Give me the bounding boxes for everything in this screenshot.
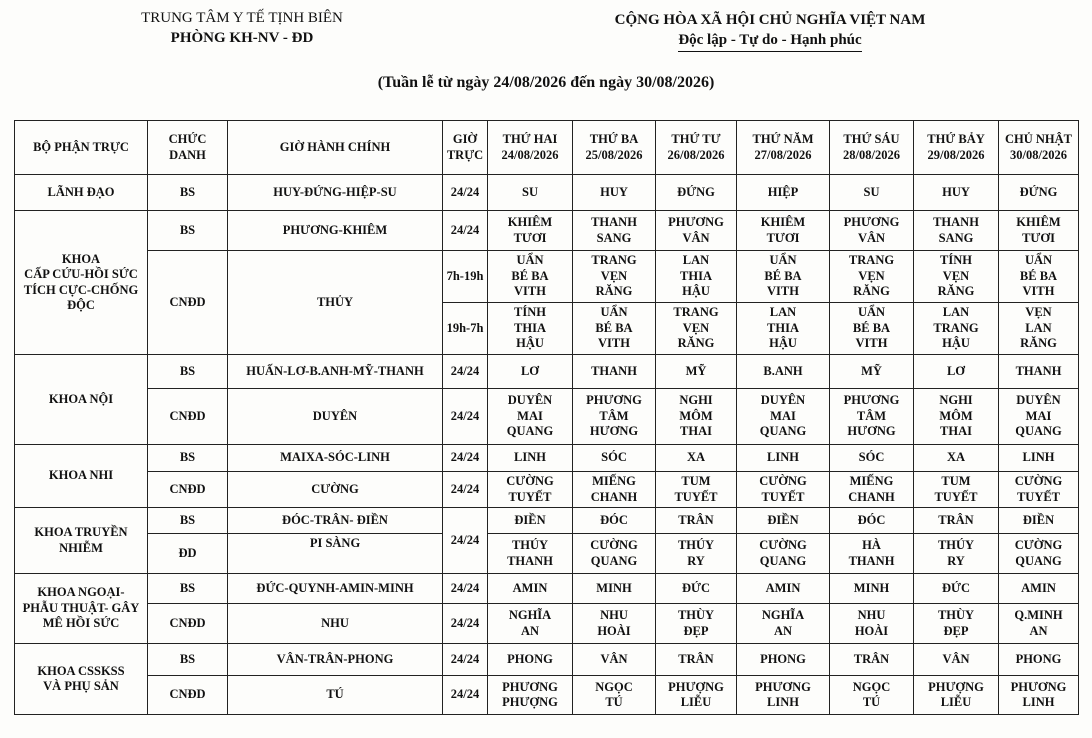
header-day: THỨ TƯ 26/08/2026: [656, 121, 737, 175]
header-role: CHỨC DANH: [148, 121, 228, 175]
duty-cell: DUYÊN MAI QUANG: [488, 389, 573, 445]
duty-cell: DUYÊN MAI QUANG: [737, 389, 830, 445]
role-cell: CNĐD: [148, 472, 228, 508]
duty-cell: UẨN BÉ BA VITH: [737, 251, 830, 303]
duty-cell: THÙY ĐẸP: [656, 604, 737, 644]
duty-cell: LƠ: [914, 355, 999, 389]
table-row: [15, 508, 1079, 534]
duty-cell: UẨN BÉ BA VITH: [488, 251, 573, 303]
table-row: [15, 355, 1079, 389]
duty-cell: SÓC: [573, 445, 656, 472]
office-cell: CƯỜNG: [228, 472, 443, 508]
duty-cell: CƯỜNG QUANG: [573, 534, 656, 574]
duty-cell: NGHĨA AN: [488, 604, 573, 644]
header-dept: BỘ PHẬN TRỰC: [15, 121, 148, 175]
duty-cell: LINH: [737, 445, 830, 472]
role-cell: BS: [148, 574, 228, 604]
office-cell: PI SÀNG: [228, 534, 443, 574]
role-cell: CNĐD: [148, 251, 228, 355]
duty-cell: SU: [488, 175, 573, 211]
duty-cell: THANH SANG: [914, 211, 999, 251]
org-department: PHÒNG KH-NV - ĐD: [170, 30, 314, 46]
duty-cell: B.ANH: [737, 355, 830, 389]
dept-cell: KHOA CSSKSS VÀ PHỤ SẢN: [15, 644, 148, 715]
duty-cell: PHƯƠNG VÂN: [656, 211, 737, 251]
role-cell: BS: [148, 445, 228, 472]
duty-cell: MIẾNG CHANH: [573, 472, 656, 508]
office-cell: NHU: [228, 604, 443, 644]
duty-cell: LINH: [999, 445, 1079, 472]
duty-cell: HÀ THANH: [830, 534, 914, 574]
dept-cell: KHOA TRUYỀN NHIỄM: [15, 508, 148, 574]
duty-cell: ĐỨC: [656, 574, 737, 604]
role-cell: CNĐD: [148, 389, 228, 445]
duty-roster-table: [14, 120, 1079, 715]
organization-header: [92, 8, 392, 48]
office-cell: TÚ: [228, 676, 443, 715]
duty-cell: MINH: [830, 574, 914, 604]
table-row: [15, 574, 1079, 604]
office-cell: ĐÓC-TRÂN- ĐIỀN: [228, 508, 443, 534]
duty-cell: PHƯƠNG TÂM HƯƠNG: [573, 389, 656, 445]
duty-cell: TRÂN: [656, 508, 737, 534]
duty-cell: AMIN: [999, 574, 1079, 604]
duty-cell: LƠ: [488, 355, 573, 389]
duty-cell: THÚY THANH: [488, 534, 573, 574]
week-range: (Tuần lễ từ ngày 24/08/2026 đến ngày 30/08/2026): [377, 74, 715, 91]
role-cell: CNĐD: [148, 676, 228, 715]
hours-cell: 24/24: [443, 644, 488, 676]
hours-cell: 24/24: [443, 175, 488, 211]
table-row: [15, 534, 1079, 574]
office-cell: VÂN-TRÂN-PHONG: [228, 644, 443, 676]
duty-cell: LAN THIA HẬU: [737, 303, 830, 355]
duty-cell: SÓC: [830, 445, 914, 472]
role-cell: ĐD: [148, 534, 228, 574]
duty-cell: LAN TRANG HẬU: [914, 303, 999, 355]
dept-cell: KHOA NGOẠI- PHẪU THUẬT- GÂY MÊ HỒI SỨC: [15, 574, 148, 644]
office-cell: HUẤN-LƠ-B.ANH-MỸ-THANH: [228, 355, 443, 389]
duty-cell: AMIN: [737, 574, 830, 604]
duty-cell: PHONG: [999, 644, 1079, 676]
role-cell: CNĐD: [148, 604, 228, 644]
header-day: THỨ BẢY 29/08/2026: [914, 121, 999, 175]
duty-cell: ĐÓC: [830, 508, 914, 534]
header-row: [15, 121, 1079, 175]
duty-cell: ĐỨC: [914, 574, 999, 604]
header-day: THỨ BA 25/08/2026: [573, 121, 656, 175]
duty-cell: CƯỜNG TUYẾT: [999, 472, 1079, 508]
duty-cell: CƯỜNG TUYẾT: [737, 472, 830, 508]
duty-cell: TRANG VẸN RĂNG: [573, 251, 656, 303]
nation-title: CỘNG HÒA XÃ HỘI CHỦ NGHĨA VIỆT NAM: [614, 12, 926, 28]
hours-cell: 24/24: [443, 389, 488, 445]
hours-cell: 24/24: [443, 445, 488, 472]
table-row: [15, 676, 1079, 715]
duty-cell: DUYÊN MAI QUANG: [999, 389, 1079, 445]
role-cell: BS: [148, 508, 228, 534]
duty-cell: NGỌC TÚ: [830, 676, 914, 715]
duty-cell: ĐIỀN: [737, 508, 830, 534]
duty-cell: NHU HOÀI: [573, 604, 656, 644]
header-day: THỨ NĂM 27/08/2026: [737, 121, 830, 175]
role-cell: BS: [148, 175, 228, 211]
duty-cell: NHU HOÀI: [830, 604, 914, 644]
duty-cell: PHƯƠNG VÂN: [830, 211, 914, 251]
role-cell: BS: [148, 355, 228, 389]
header-day: CHỦ NHẬT 30/08/2026: [999, 121, 1079, 175]
duty-cell: ĐIỀN: [488, 508, 573, 534]
duty-cell: THANH SANG: [573, 211, 656, 251]
table-row: [15, 644, 1079, 676]
duty-cell: THÚY RY: [914, 534, 999, 574]
duty-cell: UẨN BÉ BA VITH: [830, 303, 914, 355]
duty-cell: AMIN: [488, 574, 573, 604]
office-cell: PHƯƠNG-KHIÊM: [228, 211, 443, 251]
table-row: [15, 445, 1079, 472]
duty-cell: PHƯỢNG LIỄU: [914, 676, 999, 715]
duty-cell: THÙY ĐẸP: [914, 604, 999, 644]
duty-cell: THÚY RY: [656, 534, 737, 574]
duty-cell: UẨN BÉ BA VITH: [999, 251, 1079, 303]
hours-cell: 7h-19h: [443, 251, 488, 303]
duty-cell: TRÂN: [830, 644, 914, 676]
hours-cell: 24/24: [443, 355, 488, 389]
duty-cell: HUY: [573, 175, 656, 211]
duty-cell: LAN THIA HẬU: [656, 251, 737, 303]
duty-cell: PHONG: [488, 644, 573, 676]
duty-cell: TÍNH VẸN RĂNG: [914, 251, 999, 303]
duty-cell: PHƯƠNG TÂM HƯƠNG: [830, 389, 914, 445]
duty-cell: XA: [656, 445, 737, 472]
hours-cell: 24/24: [443, 211, 488, 251]
duty-cell: CƯỜNG TUYẾT: [488, 472, 573, 508]
duty-cell: MIẾNG CHANH: [830, 472, 914, 508]
office-cell: MAIXA-SÓC-LINH: [228, 445, 443, 472]
duty-cell: LINH: [488, 445, 573, 472]
duty-cell: VÂN: [573, 644, 656, 676]
duty-cell: KHIÊM TƯƠI: [488, 211, 573, 251]
duty-cell: HUY: [914, 175, 999, 211]
header-day: THỨ SÁU 28/08/2026: [830, 121, 914, 175]
office-cell: DUYÊN: [228, 389, 443, 445]
table-row: [15, 389, 1079, 445]
duty-cell: TUM TUYẾT: [914, 472, 999, 508]
duty-cell: THANH: [999, 355, 1079, 389]
duty-cell: NGHI MÔM THAI: [914, 389, 999, 445]
duty-cell: CƯỜNG QUANG: [737, 534, 830, 574]
table-row: [15, 211, 1079, 251]
duty-cell: TRÂN: [656, 644, 737, 676]
duty-cell: TRANG VẸN RĂNG: [830, 251, 914, 303]
hours-cell: 24/24: [443, 676, 488, 715]
dept-cell: KHOA NỘI: [15, 355, 148, 445]
duty-cell: KHIÊM TƯƠI: [999, 211, 1079, 251]
header-day: THỨ HAI 24/08/2026: [488, 121, 573, 175]
duty-cell: TRANG VẸN RĂNG: [656, 303, 737, 355]
duty-cell: MỸ: [830, 355, 914, 389]
duty-cell: KHIÊM TƯƠI: [737, 211, 830, 251]
duty-cell: TRÂN: [914, 508, 999, 534]
duty-cell: PHƯỢNG LIỄU: [656, 676, 737, 715]
office-cell: HUY-ĐỨNG-HIỆP-SU: [228, 175, 443, 211]
duty-cell: ĐIỀN: [999, 508, 1079, 534]
hours-cell: 24/24: [443, 472, 488, 508]
duty-cell: ĐỨNG: [999, 175, 1079, 211]
table-row: [15, 604, 1079, 644]
duty-cell: TUM TUYẾT: [656, 472, 737, 508]
duty-cell: MỸ: [656, 355, 737, 389]
national-header: [560, 10, 980, 52]
duty-cell: ĐỨNG: [656, 175, 737, 211]
duty-cell: NGHI MÔM THAI: [656, 389, 737, 445]
duty-cell: PHƯƠNG PHƯỢNG: [488, 676, 573, 715]
nation-motto: Độc lập - Tự do - Hạnh phúc: [678, 30, 861, 52]
header-office-hours: GIỜ HÀNH CHÍNH: [228, 121, 443, 175]
table-row: [15, 472, 1079, 508]
duty-cell: ĐÓC: [573, 508, 656, 534]
office-cell: THỦY: [228, 251, 443, 355]
duty-cell: VÂN: [914, 644, 999, 676]
role-cell: BS: [148, 211, 228, 251]
dept-cell: KHOA CẤP CỨU-HỒI SỨC TÍCH CỰC-CHỐNG ĐỘC: [15, 211, 148, 355]
duty-cell: HIỆP: [737, 175, 830, 211]
hours-cell: 24/24: [443, 604, 488, 644]
duty-cell: SU: [830, 175, 914, 211]
duty-cell: VẸN LAN RĂNG: [999, 303, 1079, 355]
duty-cell: CƯỜNG QUANG: [999, 534, 1079, 574]
duty-cell: TÍNH THIA HẬU: [488, 303, 573, 355]
duty-cell: UẨN BÉ BA VITH: [573, 303, 656, 355]
header-duty-hours: GIỜ TRỰC: [443, 121, 488, 175]
duty-cell: Q.MINH AN: [999, 604, 1079, 644]
duty-cell: THANH: [573, 355, 656, 389]
role-cell: BS: [148, 644, 228, 676]
org-name: TRUNG TÂM Y TẾ TỊNH BIÊN: [141, 10, 343, 26]
hours-cell: 24/24: [443, 508, 488, 574]
duty-cell: PHƯƠNG LINH: [737, 676, 830, 715]
duty-cell: PHONG: [737, 644, 830, 676]
duty-cell: MINH: [573, 574, 656, 604]
hours-cell: 24/24: [443, 574, 488, 604]
hours-cell: 19h-7h: [443, 303, 488, 355]
duty-cell: NGỌC TÚ: [573, 676, 656, 715]
table-row: [15, 251, 1079, 303]
dept-cell: KHOA NHI: [15, 445, 148, 508]
duty-cell: XA: [914, 445, 999, 472]
dept-cell: LÃNH ĐẠO: [15, 175, 148, 211]
table-row: [15, 175, 1079, 211]
duty-cell: PHƯƠNG LINH: [999, 676, 1079, 715]
duty-cell: NGHĨA AN: [737, 604, 830, 644]
office-cell: ĐỨC-QUYNH-AMIN-MINH: [228, 574, 443, 604]
